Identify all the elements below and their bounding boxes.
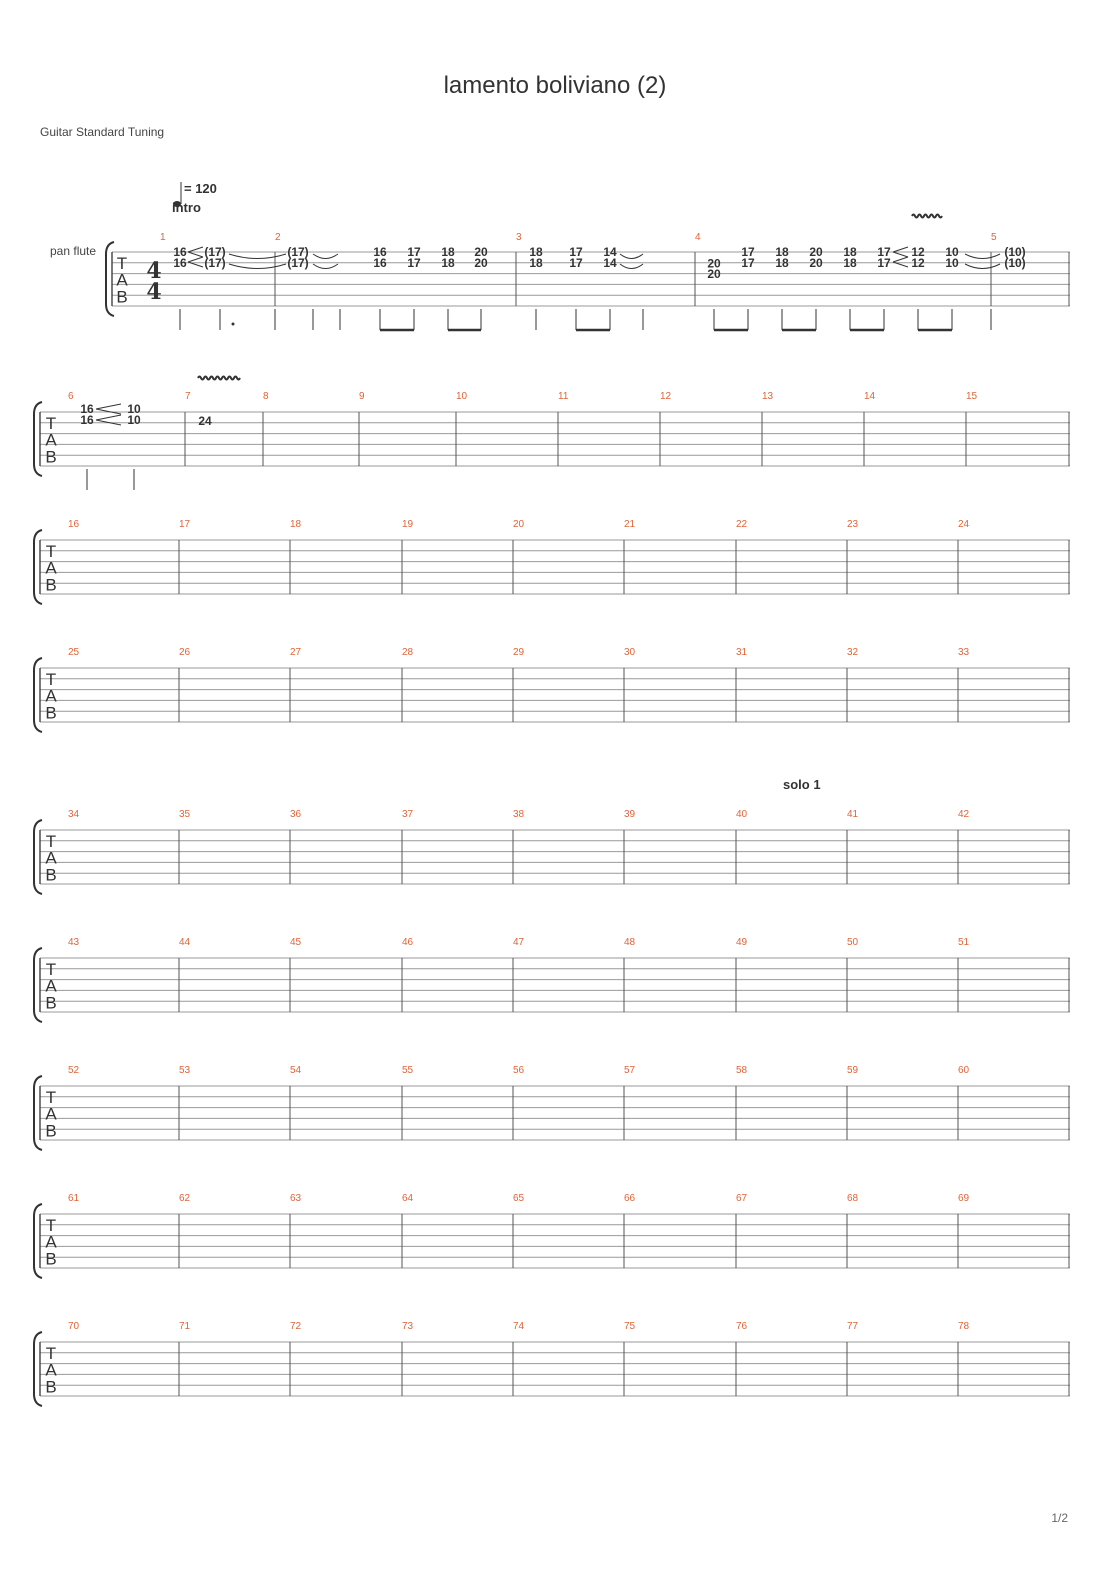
tab-clef-letter: B — [45, 993, 57, 1013]
measure-number: 71 — [179, 1321, 191, 1332]
measure-number: 37 — [402, 809, 414, 820]
tab-clef-letter: T — [45, 669, 57, 689]
fret-number: 17 — [877, 245, 891, 259]
fret-number: 18 — [441, 245, 455, 259]
tab-clef-letter: A — [45, 686, 57, 706]
fret-number: 20 — [474, 255, 488, 270]
fret-number: 16 — [173, 255, 187, 270]
tab-clef-letter: B — [45, 1121, 57, 1141]
fret-number: 20 — [707, 267, 721, 281]
measure-number: 9 — [359, 391, 365, 402]
tab-clef-letter: B — [45, 1377, 57, 1397]
tab-clef-letter: A — [45, 848, 57, 868]
fret-number: 12 — [911, 255, 925, 270]
measure-number: 29 — [513, 647, 525, 658]
tab-clef-letter: B — [116, 287, 128, 307]
fret-number: 20 — [707, 256, 721, 271]
fret-number: (17) — [204, 245, 226, 259]
fret-number: 18 — [775, 255, 789, 270]
fret-number: (17) — [287, 255, 309, 270]
fret-number: 16 — [373, 245, 387, 259]
slide-mark — [893, 257, 908, 267]
measure-number: 45 — [290, 937, 302, 948]
measure-number: 43 — [68, 937, 80, 948]
fret-number: 10 — [127, 402, 141, 416]
measure-number: 73 — [402, 1321, 414, 1332]
page-number: 1/2 — [1051, 1511, 1068, 1525]
fret-number: 18 — [529, 245, 543, 259]
system-bracket — [34, 948, 42, 1022]
score-title: lamento boliviano (2) — [443, 72, 667, 99]
fret-number: 10 — [945, 245, 959, 259]
system-bracket — [34, 1204, 42, 1278]
fret-number: 20 — [474, 245, 488, 259]
measure-number: 21 — [624, 519, 636, 530]
system-bracket — [34, 658, 42, 732]
tab-clef-letter: T — [45, 1215, 57, 1235]
fret-number: 17 — [569, 255, 583, 270]
measure-number: 24 — [958, 519, 970, 530]
system-bracket — [34, 1076, 42, 1150]
measure-number: 10 — [456, 391, 468, 402]
measure-number: 62 — [179, 1193, 191, 1204]
tab-clef-letter: A — [116, 270, 128, 290]
measure-number: 55 — [402, 1065, 414, 1076]
system-bracket — [34, 530, 42, 604]
measure-number: 36 — [290, 809, 302, 820]
measure-number: 13 — [762, 391, 774, 402]
measure-number: 18 — [290, 519, 302, 530]
measure-number: 70 — [68, 1321, 80, 1332]
measure-number: 69 — [958, 1193, 970, 1204]
measure-number: 66 — [624, 1193, 636, 1204]
measure-number: 11 — [558, 391, 569, 402]
measure-number: 75 — [624, 1321, 636, 1332]
measure-number: 57 — [624, 1065, 636, 1076]
measure-number: 22 — [736, 519, 748, 530]
tab-clef-letter: T — [45, 831, 57, 851]
fret-number: 18 — [843, 255, 857, 270]
tab-clef-letter: T — [45, 541, 57, 561]
tie-arc — [965, 264, 1000, 269]
slide-mark — [96, 415, 121, 425]
measure-number: 64 — [402, 1193, 414, 1204]
fret-number: 16 — [80, 402, 94, 416]
measure-number: 8 — [263, 391, 269, 402]
measure-number: 67 — [736, 1193, 748, 1204]
measure-number: 77 — [847, 1321, 859, 1332]
measure-number: 63 — [290, 1193, 302, 1204]
tab-clef-letter: B — [45, 447, 57, 467]
measure-number: 23 — [847, 519, 859, 530]
fret-number: (17) — [287, 245, 309, 259]
fret-number: 18 — [843, 245, 857, 259]
measure-number: 51 — [958, 937, 970, 948]
tie-arc — [313, 254, 338, 259]
instrument-label: pan flute — [50, 244, 97, 258]
measure-number: 72 — [290, 1321, 302, 1332]
measure-number: 4 — [695, 232, 701, 243]
measure-number: 61 — [68, 1193, 80, 1204]
fret-number: 18 — [441, 255, 455, 270]
measure-number: 1 — [160, 232, 166, 243]
fret-number: 10 — [127, 413, 141, 427]
system-bracket — [34, 1332, 42, 1406]
section-solo-label: solo 1 — [783, 777, 821, 792]
measure-number: 68 — [847, 1193, 859, 1204]
tab-clef-letter: T — [116, 253, 128, 273]
fret-number: 17 — [407, 255, 421, 270]
tab-clef-letter: A — [45, 558, 57, 578]
measure-number: 49 — [736, 937, 748, 948]
measure-number: 2 — [275, 232, 281, 243]
tie-arc — [229, 254, 286, 259]
measure-number: 28 — [402, 647, 414, 658]
measure-number: 41 — [847, 809, 859, 820]
time-signature-top: 4 — [146, 258, 162, 284]
measure-number: 31 — [736, 647, 748, 658]
measure-number: 17 — [179, 519, 191, 530]
section-intro-label: intro — [172, 200, 201, 215]
fret-number: 17 — [407, 245, 421, 259]
measure-number: 19 — [402, 519, 414, 530]
measure-number: 40 — [736, 809, 748, 820]
fret-number: 17 — [741, 255, 755, 270]
measure-number: 5 — [991, 232, 997, 243]
tie-arc — [313, 264, 338, 269]
fret-number: 20 — [809, 255, 823, 270]
tab-clef-letter: B — [45, 575, 57, 595]
fret-number: 20 — [809, 245, 823, 259]
system-bracket — [34, 820, 42, 894]
measure-number: 33 — [958, 647, 970, 658]
fret-number: 10 — [945, 255, 959, 270]
vibrato-wave — [912, 215, 942, 218]
fret-number: 12 — [911, 245, 925, 259]
measure-number: 16 — [68, 519, 80, 530]
fret-number: 16 — [80, 413, 94, 427]
fret-number: 17 — [569, 245, 583, 259]
measure-number: 39 — [624, 809, 636, 820]
measure-number: 30 — [624, 647, 636, 658]
fret-number: 17 — [741, 245, 755, 259]
tab-clef-letter: A — [45, 1232, 57, 1252]
tab-clef-letter: A — [45, 1360, 57, 1380]
tuning-label: Guitar Standard Tuning — [40, 125, 165, 139]
fret-number: 18 — [529, 255, 543, 270]
fret-number: (10) — [1004, 255, 1026, 270]
measure-number: 14 — [864, 391, 876, 402]
measure-number: 59 — [847, 1065, 859, 1076]
tie-arc — [620, 254, 643, 259]
fret-number: 14 — [603, 245, 617, 259]
tab-clef-letter: T — [45, 1343, 57, 1363]
measure-number: 60 — [958, 1065, 970, 1076]
system-bracket — [106, 242, 114, 316]
measure-number: 76 — [736, 1321, 748, 1332]
time-signature-bottom: 4 — [146, 279, 162, 305]
measure-number: 6 — [68, 391, 74, 402]
measure-number: 47 — [513, 937, 525, 948]
measure-number: 20 — [513, 519, 525, 530]
tab-clef-letter: B — [45, 703, 57, 723]
measure-number: 58 — [736, 1065, 748, 1076]
measure-number: 27 — [290, 647, 302, 658]
measure-number: 15 — [966, 391, 978, 402]
measure-number: 74 — [513, 1321, 525, 1332]
tab-clef-letter: B — [45, 865, 57, 885]
measure-number: 52 — [68, 1065, 80, 1076]
tie-arc — [965, 254, 1000, 259]
tab-clef-letter: A — [45, 430, 57, 450]
tab-clef-letter: B — [45, 1249, 57, 1269]
measure-number: 44 — [179, 937, 191, 948]
measure-number: 53 — [179, 1065, 191, 1076]
vibrato-wave — [198, 377, 240, 380]
measure-number: 42 — [958, 809, 970, 820]
measure-number: 3 — [516, 232, 522, 243]
fret-number: 16 — [173, 245, 187, 259]
tab-clef-letter: T — [45, 413, 57, 433]
measure-number: 35 — [179, 809, 191, 820]
measure-number: 32 — [847, 647, 859, 658]
measure-number: 7 — [185, 391, 191, 402]
measure-number: 65 — [513, 1193, 525, 1204]
tab-clef-letter: A — [45, 976, 57, 996]
fret-number: 24 — [198, 414, 212, 428]
dot — [232, 323, 235, 326]
tab-clef-letter: T — [45, 959, 57, 979]
fret-number: 16 — [373, 255, 387, 270]
measure-number: 78 — [958, 1321, 970, 1332]
tempo-marking: = 120 — [184, 181, 217, 196]
system-bracket — [34, 402, 42, 476]
measure-number: 38 — [513, 809, 525, 820]
fret-number: 17 — [877, 255, 891, 270]
measure-number: 50 — [847, 937, 859, 948]
fret-number: 18 — [775, 245, 789, 259]
tie-arc — [229, 264, 286, 269]
tab-clef-letter: A — [45, 1104, 57, 1124]
fret-number: (10) — [1004, 245, 1026, 259]
measure-number: 25 — [68, 647, 80, 658]
measure-number: 56 — [513, 1065, 525, 1076]
measure-number: 34 — [68, 809, 80, 820]
fret-number: (17) — [204, 255, 226, 270]
measure-number: 12 — [660, 391, 672, 402]
measure-number: 54 — [290, 1065, 302, 1076]
measure-number: 46 — [402, 937, 414, 948]
slide-mark — [188, 257, 203, 267]
tab-clef-letter: T — [45, 1087, 57, 1107]
measure-number: 48 — [624, 937, 636, 948]
fret-number: 14 — [603, 255, 617, 270]
tie-arc — [620, 264, 643, 269]
measure-number: 26 — [179, 647, 191, 658]
